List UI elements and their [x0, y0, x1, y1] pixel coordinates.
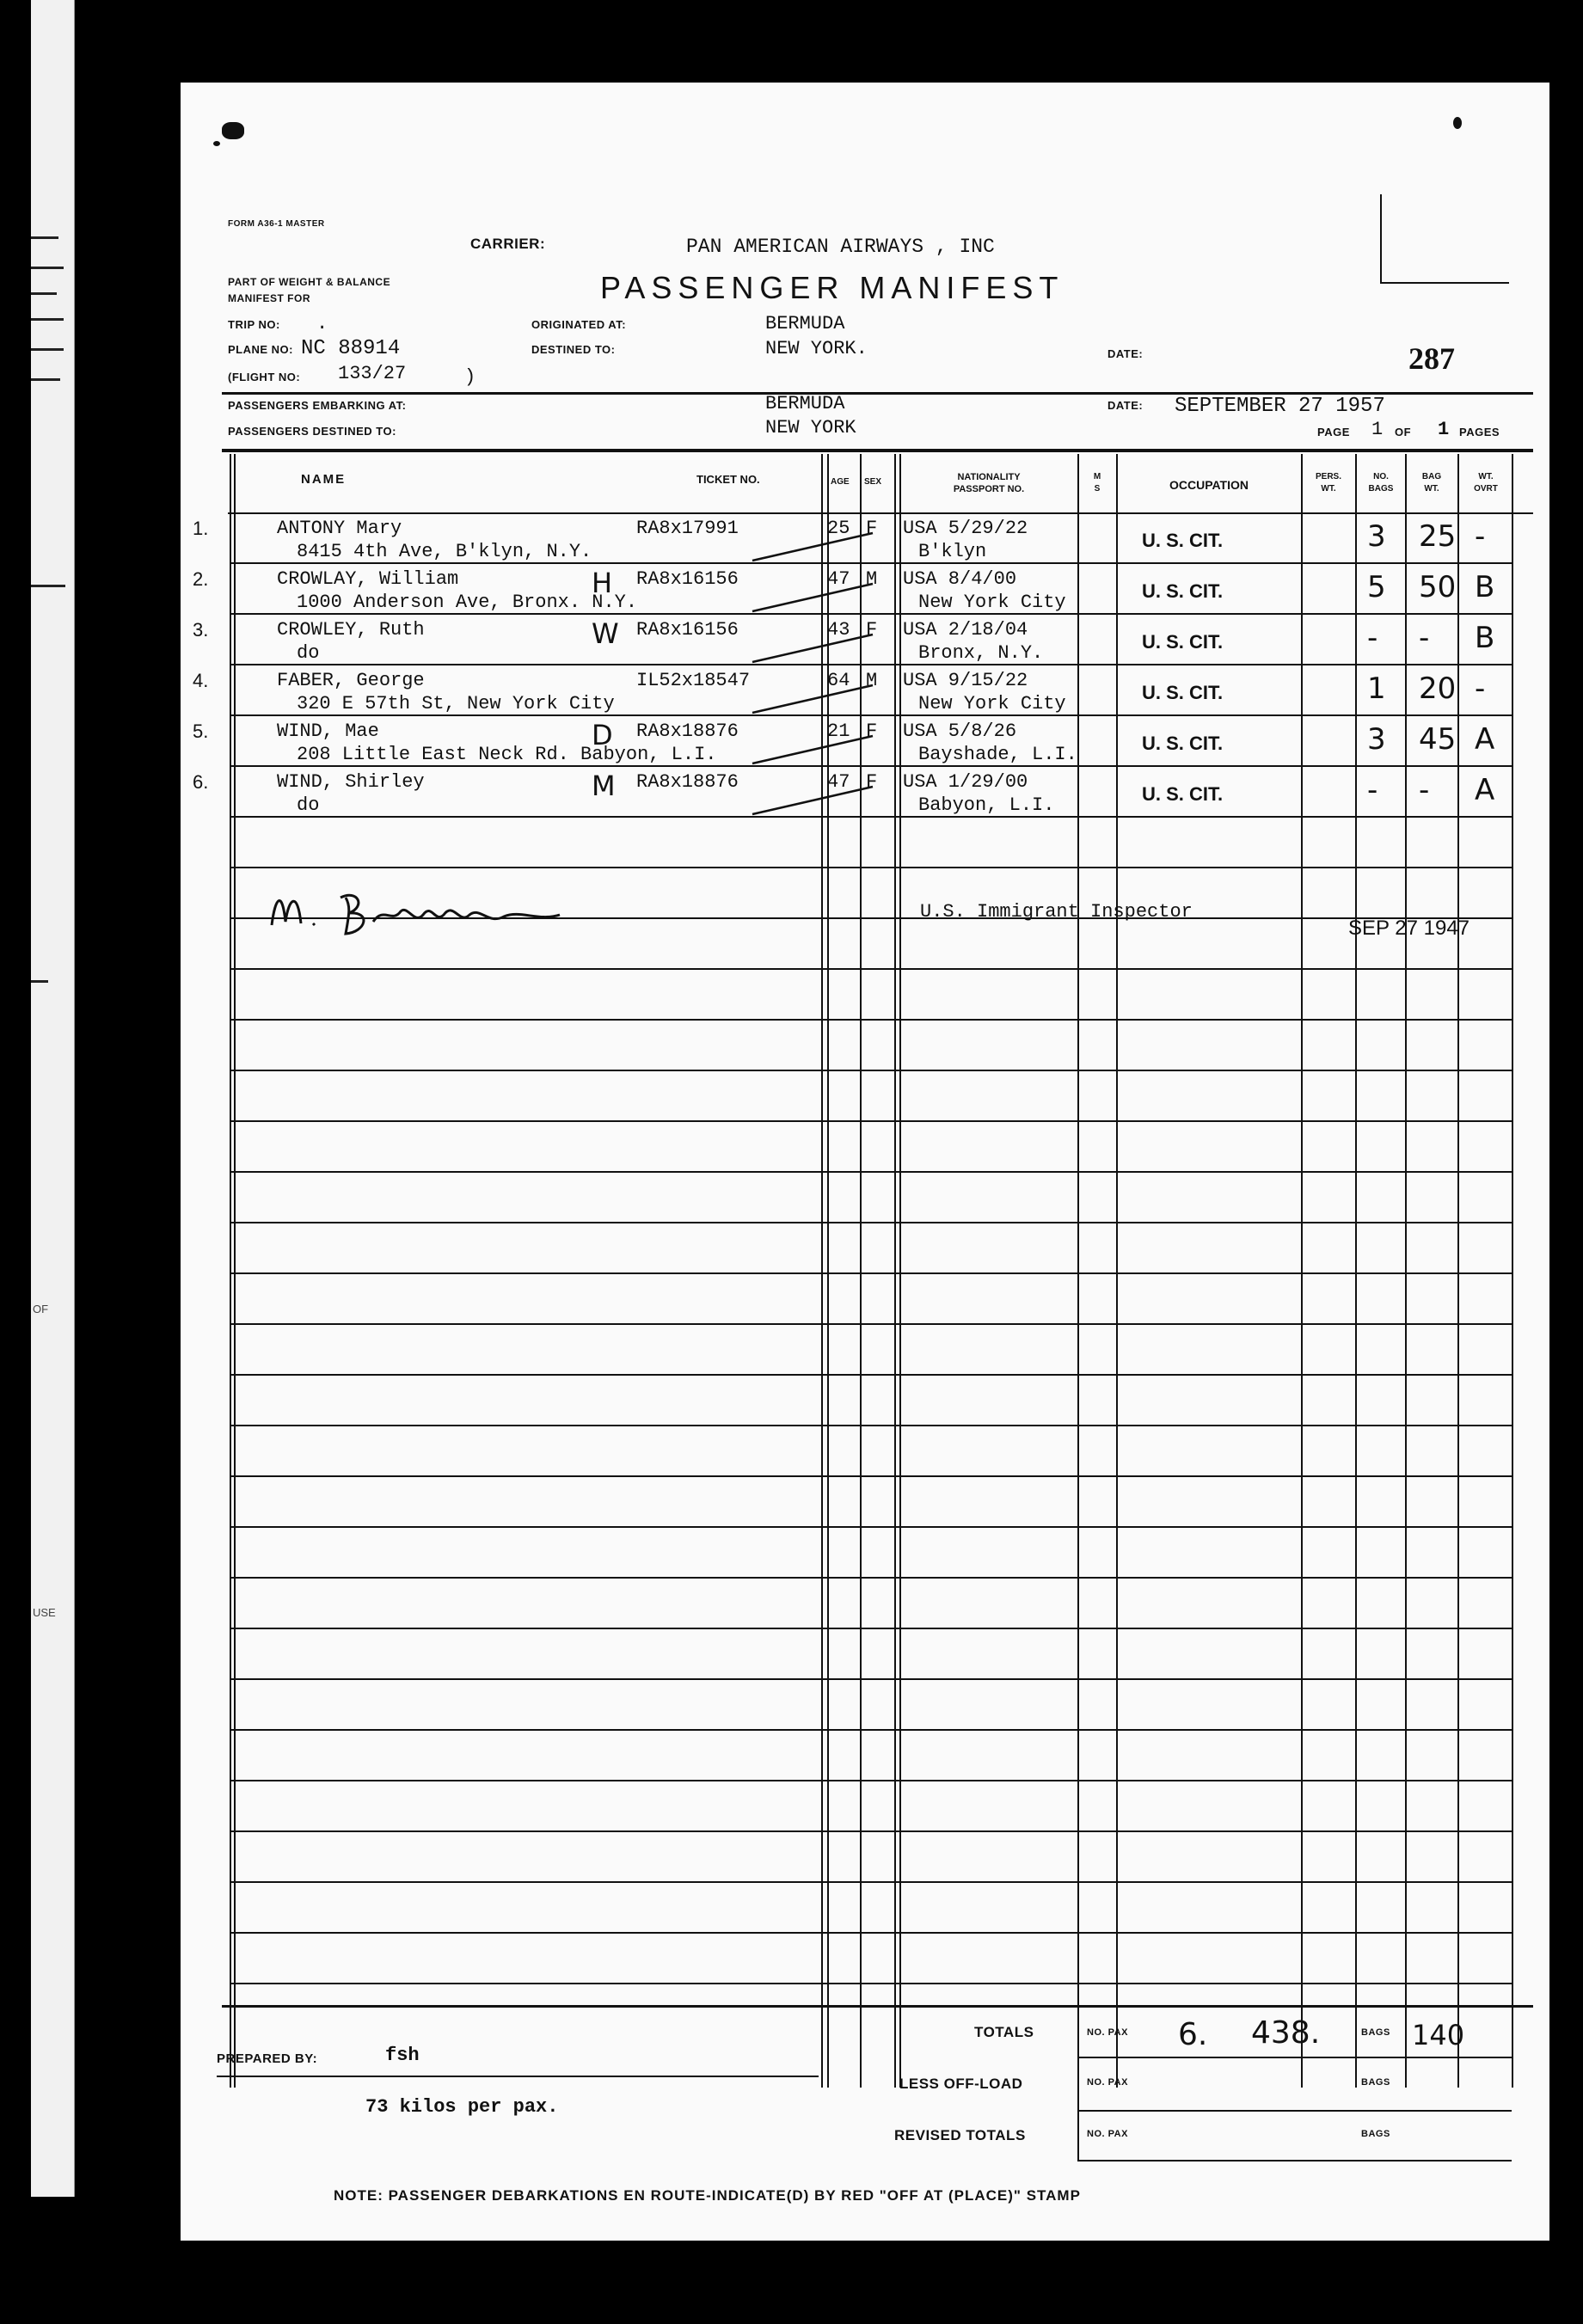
passport-info: USA 5/8/26: [903, 721, 1017, 742]
col-header-pers-1: PERS.: [1315, 472, 1341, 481]
row-rule: [230, 1830, 1513, 1832]
embarking-value: BERMUDA: [765, 393, 845, 414]
strip-mark: [31, 980, 48, 983]
col-header-ticket: TICKET NO.: [696, 473, 760, 486]
table-header-rule: [228, 512, 1533, 514]
pages-label: PAGES: [1459, 426, 1500, 438]
originated-label: ORIGINATED AT:: [531, 318, 627, 331]
passport-place: B'klyn: [918, 541, 987, 562]
col-header-ms-1: M: [1093, 472, 1101, 481]
date-label: DATE:: [1107, 347, 1144, 360]
kilos-note: 73 kilos per pax.: [365, 2096, 559, 2118]
strip-mark: [31, 378, 60, 381]
col-line: [1077, 454, 1079, 2088]
page-total: 1: [1438, 419, 1450, 440]
form-number: FORM A36-1 MASTER: [228, 219, 325, 229]
overweight-mark: A: [1475, 773, 1495, 807]
col-header-bagwt-2: WT.: [1424, 484, 1439, 494]
manifest-number: 287: [1408, 341, 1455, 376]
col-line: [1512, 454, 1513, 2088]
passenger-age: 43: [827, 619, 850, 641]
destined-value: NEW YORK.: [765, 338, 868, 359]
originated-value: BERMUDA: [765, 313, 845, 334]
overweight-mark: B: [1475, 621, 1495, 655]
passport-info: USA 2/18/04: [903, 619, 1028, 641]
passenger-sex: M: [866, 568, 878, 590]
totals-rule: [1077, 2057, 1512, 2058]
col-header-pers: [1304, 471, 1353, 495]
col-line: [1116, 454, 1118, 2088]
row-number: 3.: [193, 619, 209, 641]
passport-info: USA 8/4/00: [903, 568, 1017, 590]
corner-bracket: [1380, 282, 1509, 284]
row-rule: [230, 1780, 1513, 1781]
row-number: 2.: [193, 568, 209, 590]
ink-blot: [222, 122, 244, 139]
bag-weight: -: [1419, 621, 1430, 655]
row-rule: [230, 1628, 1513, 1629]
destined-pax-value: NEW YORK: [765, 417, 856, 438]
overweight-mark: -: [1475, 519, 1486, 554]
bag-count: -: [1367, 621, 1378, 655]
trip-no-value: .: [316, 313, 328, 334]
overweight-mark: A: [1475, 722, 1495, 757]
plane-no-value: NC 88914: [301, 337, 401, 360]
adjacent-page-strip: [31, 0, 75, 2197]
ticket-number: RA8x16156: [636, 619, 739, 641]
col-header-name: NAME: [301, 472, 347, 487]
col-header-nationality-2: PASSPORT NO.: [953, 484, 1025, 494]
totals-rule: [1077, 2110, 1512, 2112]
no-pax-label: NO. PAX: [1087, 2129, 1128, 2139]
occupation: U. S. CIT.: [1142, 580, 1224, 602]
passport-info: USA 5/29/22: [903, 518, 1028, 539]
inspector-title: U.S. Immigrant Inspector: [920, 901, 1193, 923]
passport-place: Babyon, L.I.: [918, 794, 1055, 816]
ink-blot: [1453, 117, 1462, 129]
occupation: U. S. CIT.: [1142, 631, 1224, 653]
ink-blot: [213, 141, 220, 146]
ticket-number: RA8x16156: [636, 568, 739, 590]
passport-info: USA 1/29/00: [903, 771, 1028, 793]
ticket-number: RA8x17991: [636, 518, 739, 539]
check-stroke: [748, 580, 877, 615]
passenger-sex: F: [866, 721, 878, 742]
passport-info: USA 9/15/22: [903, 670, 1028, 691]
total-bags: 140: [1412, 2019, 1465, 2051]
passenger-name: CROWLEY, Ruth: [277, 619, 425, 641]
total-weight: 438.: [1251, 2015, 1321, 2051]
less-offload-label: LESS OFF-LOAD: [899, 2076, 1023, 2092]
occupation: U. S. CIT.: [1142, 682, 1224, 703]
strip-mark: [31, 292, 57, 295]
page-label: PAGE: [1317, 426, 1350, 438]
row-rule: [230, 1120, 1513, 1122]
total-pax: 6.: [1178, 2017, 1208, 2052]
passport-place: New York City: [918, 592, 1066, 613]
strip-label-top: OF: [33, 1303, 49, 1315]
carrier-value: PAN AMERICAN AIRWAYS , INC: [686, 236, 995, 258]
manifest-title: PASSENGER MANIFEST: [600, 270, 1065, 305]
col-line: [1457, 454, 1459, 2088]
col-line: [230, 454, 231, 2088]
bag-count: 3: [1367, 519, 1386, 554]
col-header-age: AGE: [831, 477, 850, 487]
row-number: 6.: [193, 771, 209, 793]
row-rule: [230, 1171, 1513, 1173]
flight-no-label: (FLIGHT NO:: [228, 371, 301, 383]
overweight-mark: B: [1475, 570, 1495, 604]
handwritten-mark: M: [592, 770, 616, 802]
row-number: 4.: [193, 670, 209, 691]
col-header-sex: SEX: [864, 477, 882, 487]
row-rule: [230, 1425, 1513, 1426]
bag-count: -: [1367, 773, 1378, 807]
check-stroke: [748, 631, 877, 665]
strip-mark: [31, 267, 64, 269]
occupation: U. S. CIT.: [1142, 530, 1224, 551]
row-rule: [230, 1983, 1513, 1984]
bags-label: BAGS: [1361, 2077, 1390, 2088]
row-rule: [230, 1881, 1513, 1883]
check-stroke: [748, 530, 877, 564]
bag-weight: 25: [1419, 519, 1457, 554]
check-stroke: [748, 682, 877, 716]
check-stroke: [748, 733, 877, 767]
bag-count: 1: [1367, 671, 1386, 706]
carrier-label: CARRIER:: [470, 236, 546, 252]
row-rule: [230, 867, 1513, 868]
ticket-number: IL52x18547: [636, 670, 751, 691]
passenger-address: 8415 4th Ave, B'klyn, N.Y.: [297, 541, 592, 562]
no-pax-label: NO. PAX: [1087, 2077, 1128, 2088]
passenger-address: 1000 Anderson Ave, Bronx. N.Y.: [297, 592, 638, 613]
col-header-bagwt: [1408, 471, 1456, 495]
col-line: [1405, 454, 1407, 2088]
row-rule: [230, 1526, 1513, 1528]
row-number: 5.: [193, 721, 209, 742]
col-line: [1301, 454, 1303, 2088]
col-line: [234, 454, 236, 2088]
col-header-nationality: [903, 471, 1075, 495]
bags-label: BAGS: [1361, 2129, 1390, 2139]
strip-mark: [31, 348, 64, 351]
passenger-sex: M: [866, 670, 878, 691]
table-top-rule: [222, 449, 1533, 452]
row-rule: [230, 1577, 1513, 1579]
revised-totals-label: REVISED TOTALS: [894, 2127, 1026, 2143]
row-rule: [230, 968, 1513, 970]
bag-count: 5: [1367, 570, 1386, 604]
ticket-number: RA8x18876: [636, 721, 739, 742]
passenger-age: 47: [827, 568, 850, 590]
row-rule: [230, 1374, 1513, 1376]
passenger-age: 21: [827, 721, 850, 742]
embarking-label: PASSENGERS EMBARKING AT:: [228, 399, 407, 412]
passenger-name: ANTONY Mary: [277, 518, 402, 539]
strip-label-bottom: USE: [33, 1606, 56, 1619]
passport-place: New York City: [918, 693, 1066, 714]
overweight-mark: -: [1475, 671, 1486, 706]
plane-no-label: PLANE NO:: [228, 343, 293, 356]
inspector-date: SEP 27 1947: [1348, 917, 1470, 940]
strip-mark: [31, 585, 65, 587]
no-pax-label: NO. PAX: [1087, 2027, 1128, 2038]
col-header-ovrt-2: OVRT: [1474, 484, 1498, 494]
passport-place: Bronx, N.Y.: [918, 642, 1044, 664]
destined-label: DESTINED TO:: [531, 343, 616, 356]
bags-label: BAGS: [1361, 2027, 1390, 2038]
col-header-ms-2: S: [1094, 484, 1101, 494]
col-header-pers-2: WT.: [1321, 484, 1336, 494]
totals-rule: [1077, 2160, 1512, 2162]
passenger-address: 320 E 57th St, New York City: [297, 693, 615, 714]
page-no: 1: [1371, 419, 1384, 440]
row-rule: [230, 1323, 1513, 1325]
passenger-name: WIND, Shirley: [277, 771, 425, 793]
row-number: 1.: [193, 518, 209, 539]
manifest-for-label: MANIFEST FOR: [228, 292, 310, 304]
handwritten-mark: W: [592, 617, 619, 650]
passenger-sex: F: [866, 518, 878, 539]
prepared-by-value: fsh: [385, 2045, 420, 2066]
occupation: U. S. CIT.: [1142, 733, 1224, 754]
row-rule: [230, 1070, 1513, 1071]
passenger-address: do: [297, 794, 320, 816]
bottom-note: NOTE: PASSENGER DEBARKATIONS EN ROUTE-INDICATE(D) BY RED "OFF AT (PLACE)" STAMP: [334, 2187, 1081, 2204]
row-rule: [230, 1678, 1513, 1680]
col-header-occupation: OCCUPATION: [1169, 478, 1249, 492]
bag-weight: 45: [1419, 722, 1457, 757]
col-header-bags-1: NO.: [1373, 472, 1389, 481]
row-rule: [230, 1019, 1513, 1021]
prepared-by-rule: [217, 2076, 819, 2077]
col-line: [894, 454, 896, 2088]
col-header-nationality-1: NATIONALITY: [957, 472, 1021, 482]
row-rule: [230, 1222, 1513, 1223]
trip-no-label: TRIP NO:: [228, 318, 280, 331]
strip-mark: [31, 318, 64, 321]
col-header-ovrt-1: WT.: [1478, 472, 1494, 481]
bag-weight: -: [1419, 773, 1430, 807]
prepared-by-label: PREPARED BY:: [217, 2051, 318, 2066]
passenger-name: WIND, Mae: [277, 721, 379, 742]
flight-no-value: 133/27: [338, 363, 407, 384]
bag-count: 3: [1367, 722, 1386, 757]
part-of-label: PART OF WEIGHT & BALANCE: [228, 276, 391, 288]
col-header-bagwt-1: BAG: [1421, 472, 1442, 481]
of-label: OF: [1395, 426, 1412, 438]
date2-value: SEPTEMBER 27 1957: [1175, 395, 1385, 418]
col-header-ms: [1082, 471, 1113, 495]
passenger-address: do: [297, 642, 320, 664]
check-stroke: [748, 783, 877, 818]
passenger-sex: F: [866, 619, 878, 641]
date2-label: DATE:: [1107, 399, 1144, 412]
ticket-number: RA8x18876: [636, 771, 739, 793]
row-rule: [230, 1272, 1513, 1274]
totals-top-rule: [222, 2005, 1533, 2008]
passenger-sex: F: [866, 771, 878, 793]
passenger-name: FABER, George: [277, 670, 425, 691]
col-line: [899, 454, 901, 2088]
row-rule: [230, 1932, 1513, 1934]
manifest-sheet: [181, 83, 1549, 2241]
flight-close: ): [464, 366, 476, 388]
col-header-ovrt: [1460, 471, 1512, 495]
passenger-age: 47: [827, 771, 850, 793]
corner-bracket: [1380, 194, 1382, 284]
handwritten-mark: H: [592, 567, 613, 599]
passenger-age: 25: [827, 518, 850, 539]
bag-weight: 50: [1419, 570, 1457, 604]
bag-weight: 20: [1419, 671, 1457, 706]
inspector-signature: [263, 880, 573, 941]
col-line: [1355, 454, 1357, 2088]
passport-place: Bayshade, L.I.: [918, 744, 1077, 765]
occupation: U. S. CIT.: [1142, 783, 1224, 805]
col-header-bags-2: BAGS: [1368, 484, 1394, 494]
passenger-address: 208 Little East Neck Rd. Babyon, L.I.: [297, 744, 717, 765]
col-header-bags: [1358, 471, 1404, 495]
row-rule: [230, 1475, 1513, 1477]
totals-col-line: [1077, 2005, 1079, 2162]
handwritten-mark: D: [592, 719, 613, 751]
destined-pax-label: PASSENGERS DESTINED TO:: [228, 425, 396, 438]
strip-mark: [31, 236, 58, 239]
totals-label: TOTALS: [974, 2024, 1034, 2040]
passenger-age: 64: [827, 670, 850, 691]
row-rule: [230, 1729, 1513, 1731]
passenger-name: CROWLAY, William: [277, 568, 459, 590]
